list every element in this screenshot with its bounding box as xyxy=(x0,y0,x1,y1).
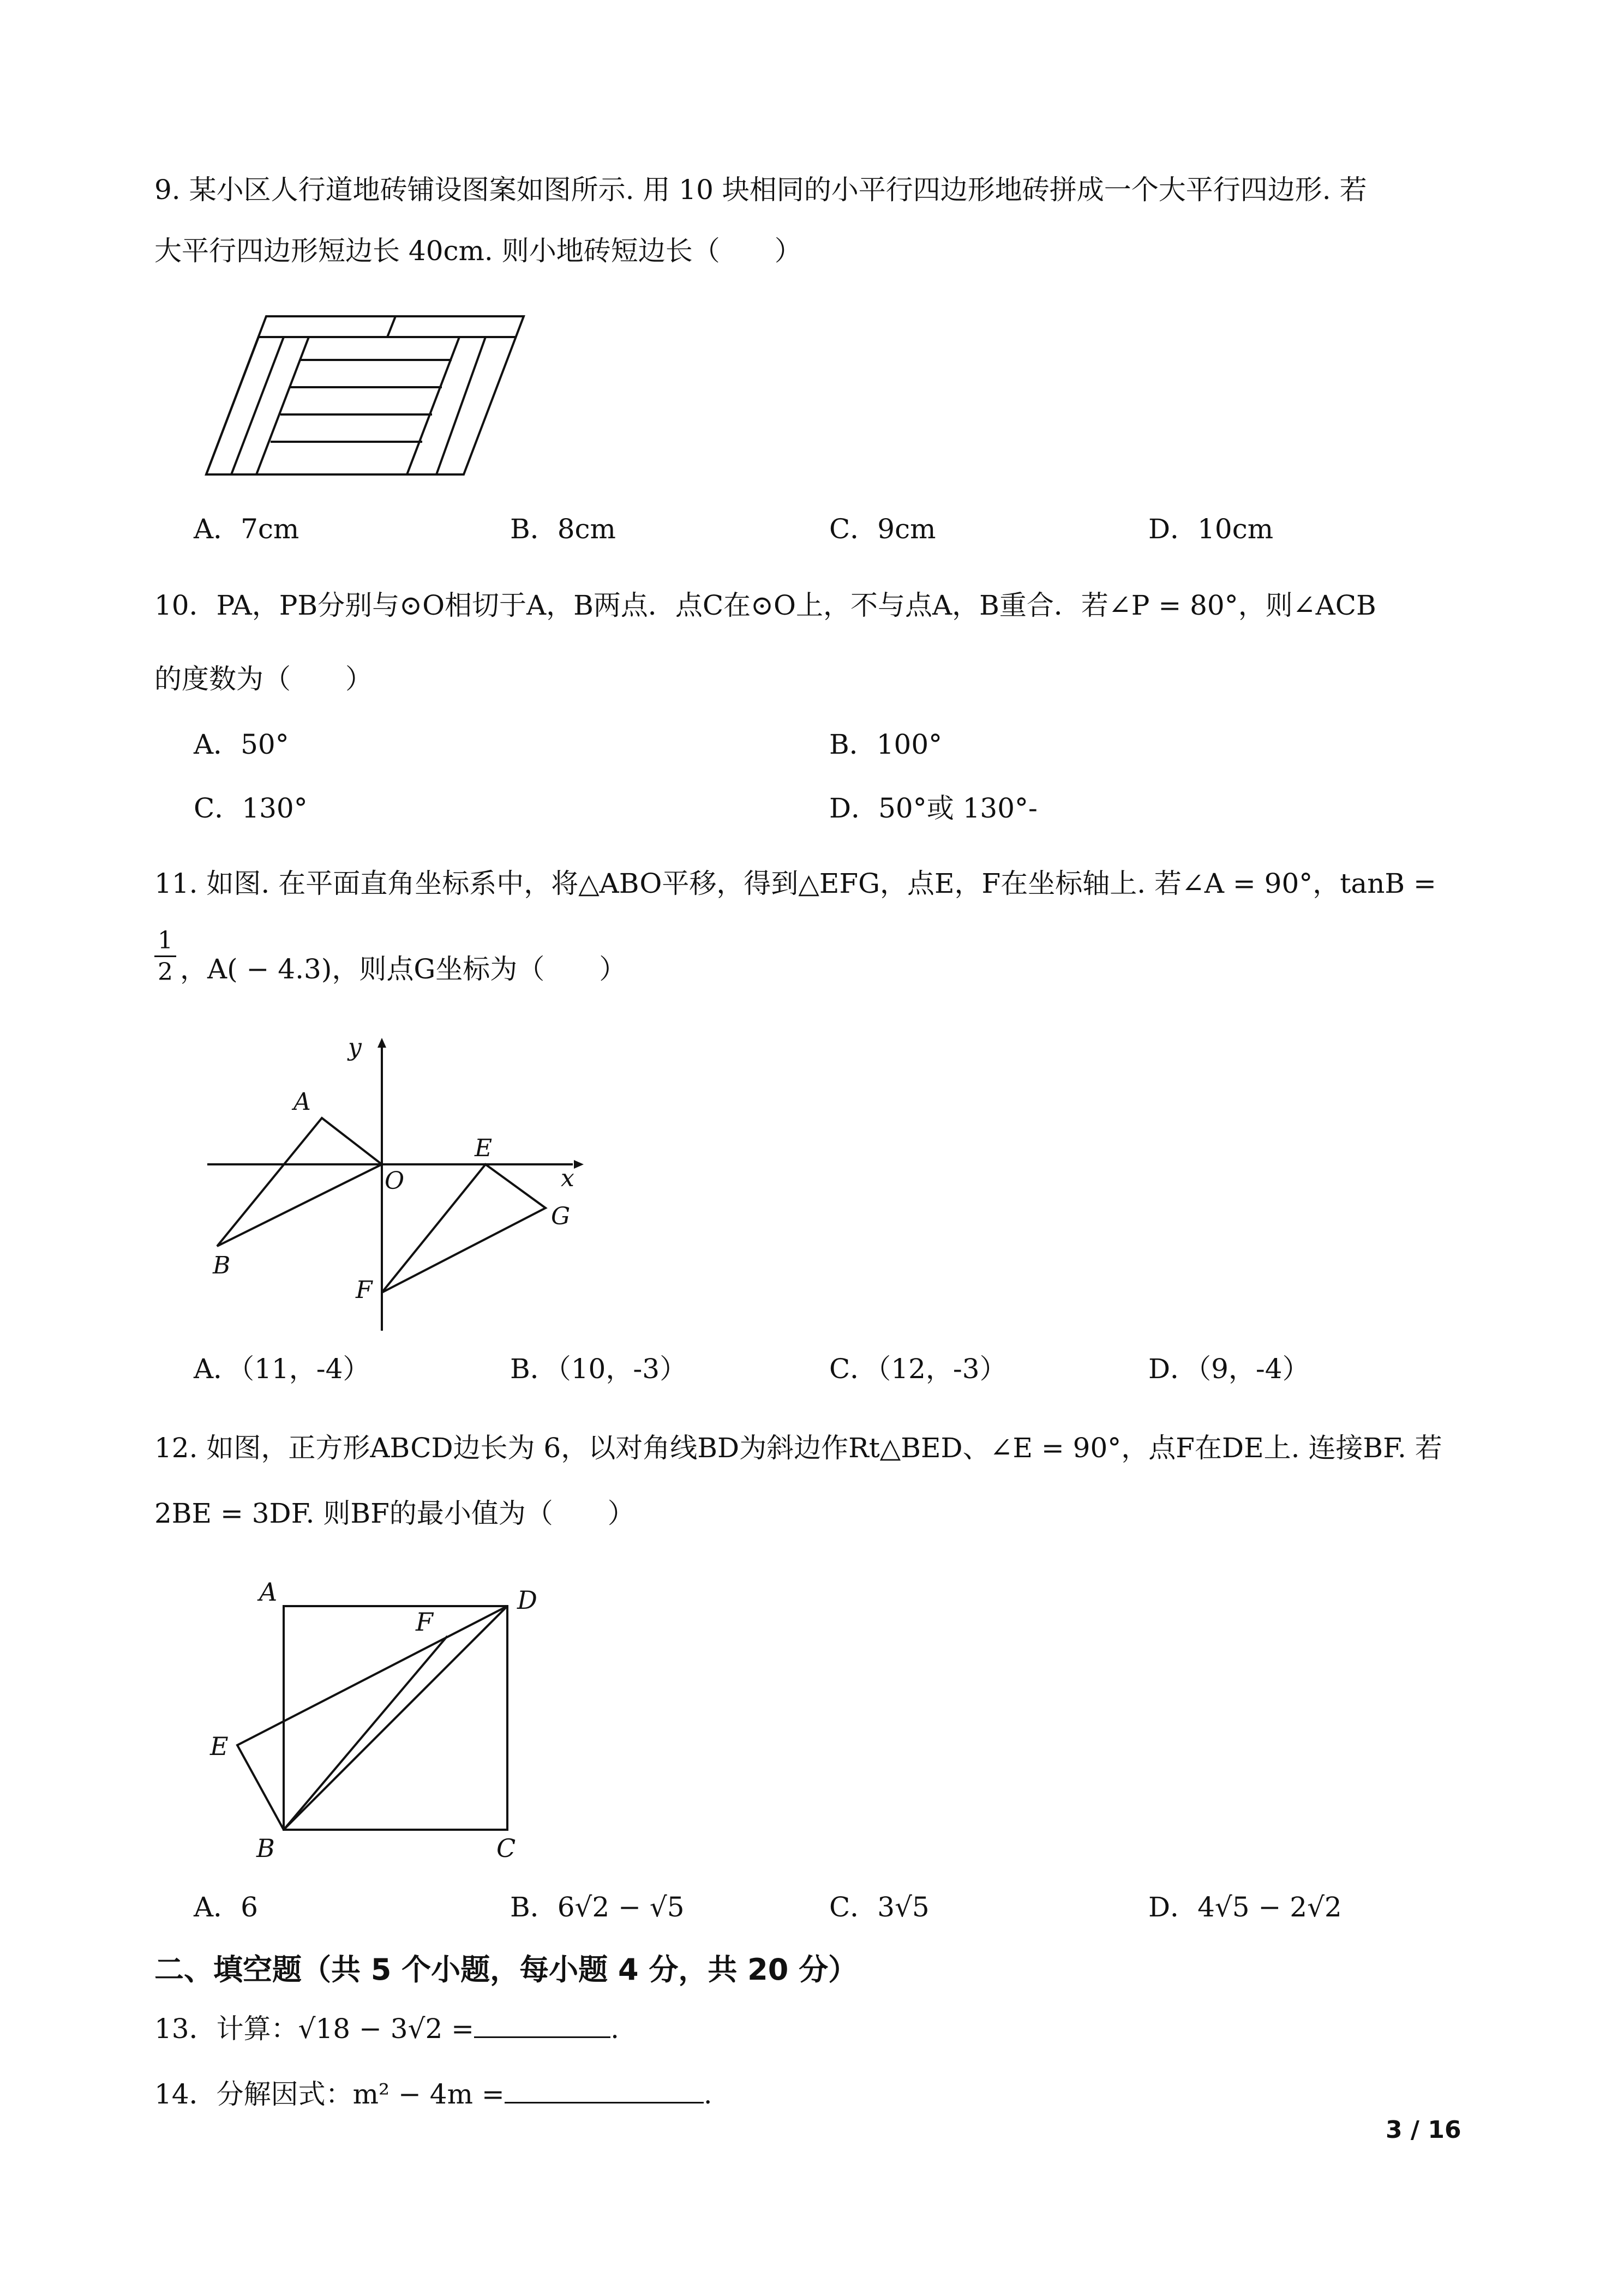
left-tile-line-1 xyxy=(231,337,284,474)
q14-suffix: . xyxy=(703,2078,712,2110)
label-a: A xyxy=(259,1577,278,1607)
triangle-abo xyxy=(217,1118,382,1246)
q11-option-b: B．（10，-3） xyxy=(510,1353,687,1385)
label-f: F xyxy=(416,1607,433,1637)
q9-option-c: C．9cm xyxy=(829,513,936,545)
q12-option-c: C．3√5 xyxy=(829,1891,930,1923)
label-y: y xyxy=(348,1033,362,1061)
left-tile-line-2 xyxy=(256,337,309,474)
label-f: F xyxy=(356,1276,373,1304)
q11-fraction-bar xyxy=(154,955,176,957)
left-tile-edge xyxy=(206,337,259,474)
q12-option-d: D．4√5 − 2√2 xyxy=(1148,1891,1342,1923)
page-number: 3 / 16 xyxy=(1386,2116,1461,2144)
q10-line1: 10．PA，PB分别与⊙O相切于A，B两点．点C在⊙O上，不与点A，B重合．若∠P = 80°，则∠ACB xyxy=(154,590,1376,621)
q11-fraction-numerator: 1 xyxy=(158,927,173,954)
label-g: G xyxy=(551,1203,571,1230)
triangle-efg xyxy=(382,1164,546,1293)
q11-option-c: C．（12，-3） xyxy=(829,1353,1007,1385)
label-d: D xyxy=(517,1585,537,1615)
q12-option-b: B．6√2 − √5 xyxy=(510,1891,685,1923)
q11-option-a: A．（11，-4） xyxy=(194,1353,370,1385)
label-e: E xyxy=(475,1134,493,1162)
q9-option-d: D．10cm xyxy=(1148,513,1274,545)
q12-line1: 12. 如图，正方形ABCD边长为 6，以对角线BD为斜边作Rt△BED、∠E = 90°，点F在DE上. 连接BF. 若 xyxy=(154,1432,1442,1464)
label-a: A xyxy=(293,1088,311,1116)
q9-line1: 9. 某小区人行道地砖铺设图案如图所示. 用 10 块相同的小平行四边形地砖拼成一个大平行四边形. 若 xyxy=(154,174,1367,206)
x-axis-arrow xyxy=(574,1160,584,1169)
q12-line2: 2BE = 3DF. 则BF的最小值为（ ） xyxy=(154,1498,635,1529)
label-o: O xyxy=(385,1167,405,1195)
q13 xyxy=(154,2010,619,2048)
q11-option-d: D．（9，-4） xyxy=(1148,1353,1310,1385)
section-2-title: 二、填空题（共 5 个小题，每小题 4 分，共 20 分） xyxy=(154,1952,858,1987)
q11-line2: ，A( − 4.3)，则点G坐标为（ ） xyxy=(180,953,627,985)
q11-coordinate-figure xyxy=(202,1033,600,1339)
label-b: B xyxy=(213,1252,231,1279)
path-d-e-b xyxy=(237,1606,507,1830)
q10-option-c: C．130° xyxy=(194,792,308,824)
q10-option-a: A．50° xyxy=(194,729,289,760)
label-c: C xyxy=(496,1834,516,1863)
q9-option-b: B．8cm xyxy=(510,513,616,545)
q13-suffix: . xyxy=(610,2013,619,2045)
label-e: E xyxy=(210,1732,229,1761)
y-axis-arrow xyxy=(377,1038,386,1048)
q10-line2: 的度数为（ ） xyxy=(154,663,373,695)
q12-option-a: A．6 xyxy=(194,1891,258,1923)
q9-tile-figure xyxy=(202,305,535,485)
diagonal-bd xyxy=(284,1606,507,1830)
q11-line1: 11. 如图. 在平面直角坐标系中，将△ABO平移，得到△EFG，点E，F在坐标轴上. 若∠A = 90°，tanB = xyxy=(154,868,1436,899)
top-tile-split xyxy=(387,316,395,337)
label-b: B xyxy=(256,1834,275,1863)
q13-prefix: 13．计算：√18 − 3√2 = xyxy=(154,2013,475,2045)
segment-bf xyxy=(284,1636,447,1830)
q14 xyxy=(154,2075,712,2113)
q11-fraction-denominator: 2 xyxy=(158,958,173,986)
q10-option-b: B．100° xyxy=(829,729,943,760)
q10-option-d: D．50°或 130°- xyxy=(829,792,1038,824)
label-x: x xyxy=(561,1164,574,1192)
q9-option-a: A．7cm xyxy=(194,513,299,545)
q12-square-figure xyxy=(202,1571,562,1865)
q9-line2: 大平行四边形短边长 40cm. 则小地砖短边长（ ） xyxy=(154,235,802,267)
q13-answer-blank[interactable] xyxy=(474,2011,610,2038)
q14-answer-blank[interactable] xyxy=(505,2077,704,2103)
q14-prefix: 14．分解因式：m² − 4m = xyxy=(154,2078,505,2110)
right-tile-line-2 xyxy=(436,337,486,474)
big-parallelogram xyxy=(206,316,524,474)
right-tile-line-1 xyxy=(407,337,459,474)
